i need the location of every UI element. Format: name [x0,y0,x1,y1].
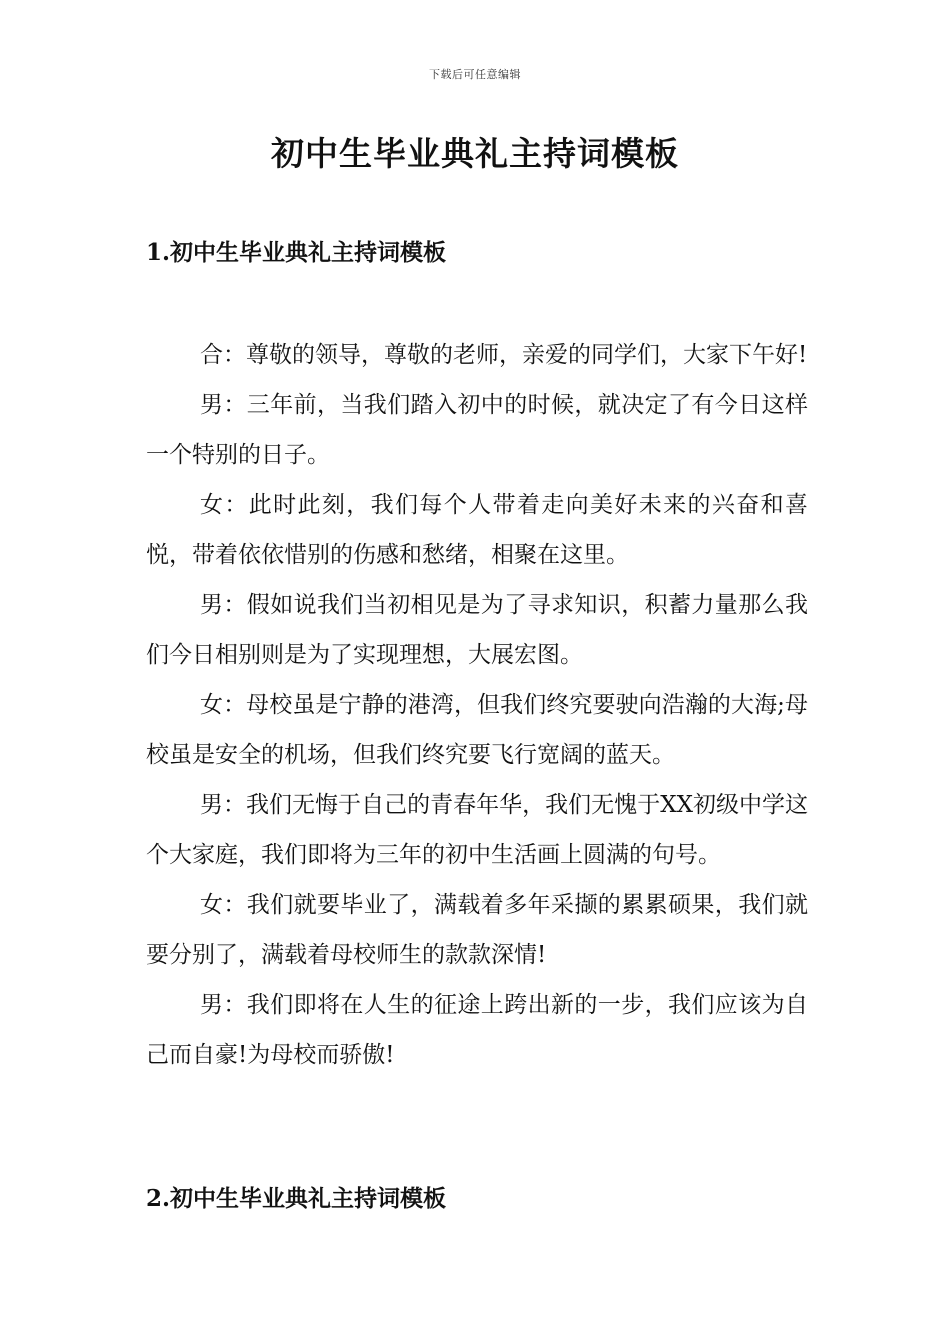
document-title: 初中生毕业典礼主持词模板 [271,134,679,173]
body-text [146,330,808,1080]
paragraph: 女：此时此刻，我们每个人带着走向美好未来的兴奋和喜悦，带着依依惜别的伤感和愁绪，相聚在这里。 [146,492,808,568]
paragraph: 男：我们无悔于自己的青春年华，我们无愧于XX初级中学这个大家庭，我们即将为三年的初中生活画上圆满的句号。 [146,792,808,868]
section-heading-2: 2.初中生毕业典礼主持词模板 [146,1185,447,1212]
paragraph: 女：我们就要毕业了，满载着多年采撷的累累硕果，我们就要分别了，满载着母校师生的款款深情! [146,892,808,968]
header-note: 下载后可任意编辑 [429,68,521,81]
section-heading-1: 1.初中生毕业典礼主持词模板 [146,239,447,266]
paragraph: 男：三年前，当我们踏入初中的时候，就决定了有今日这样一个特别的日子。 [146,392,808,468]
paragraph: 合：尊敬的领导，尊敬的老师，亲爱的同学们，大家下午好! [200,342,808,368]
paragraph: 女：母校虽是宁静的港湾，但我们终究要驶向浩瀚的大海;母校虽是安全的机场，但我们终究要飞行宽阔的蓝天。 [146,692,808,768]
paragraph: 男：假如说我们当初相见是为了寻求知识，积蓄力量那么我们今日相别则是为了实现理想，大展宏图。 [146,592,808,668]
paragraph: 男：我们即将在人生的征途上跨出新的一步，我们应该为自己而自豪!为母校而骄傲! [146,992,808,1068]
